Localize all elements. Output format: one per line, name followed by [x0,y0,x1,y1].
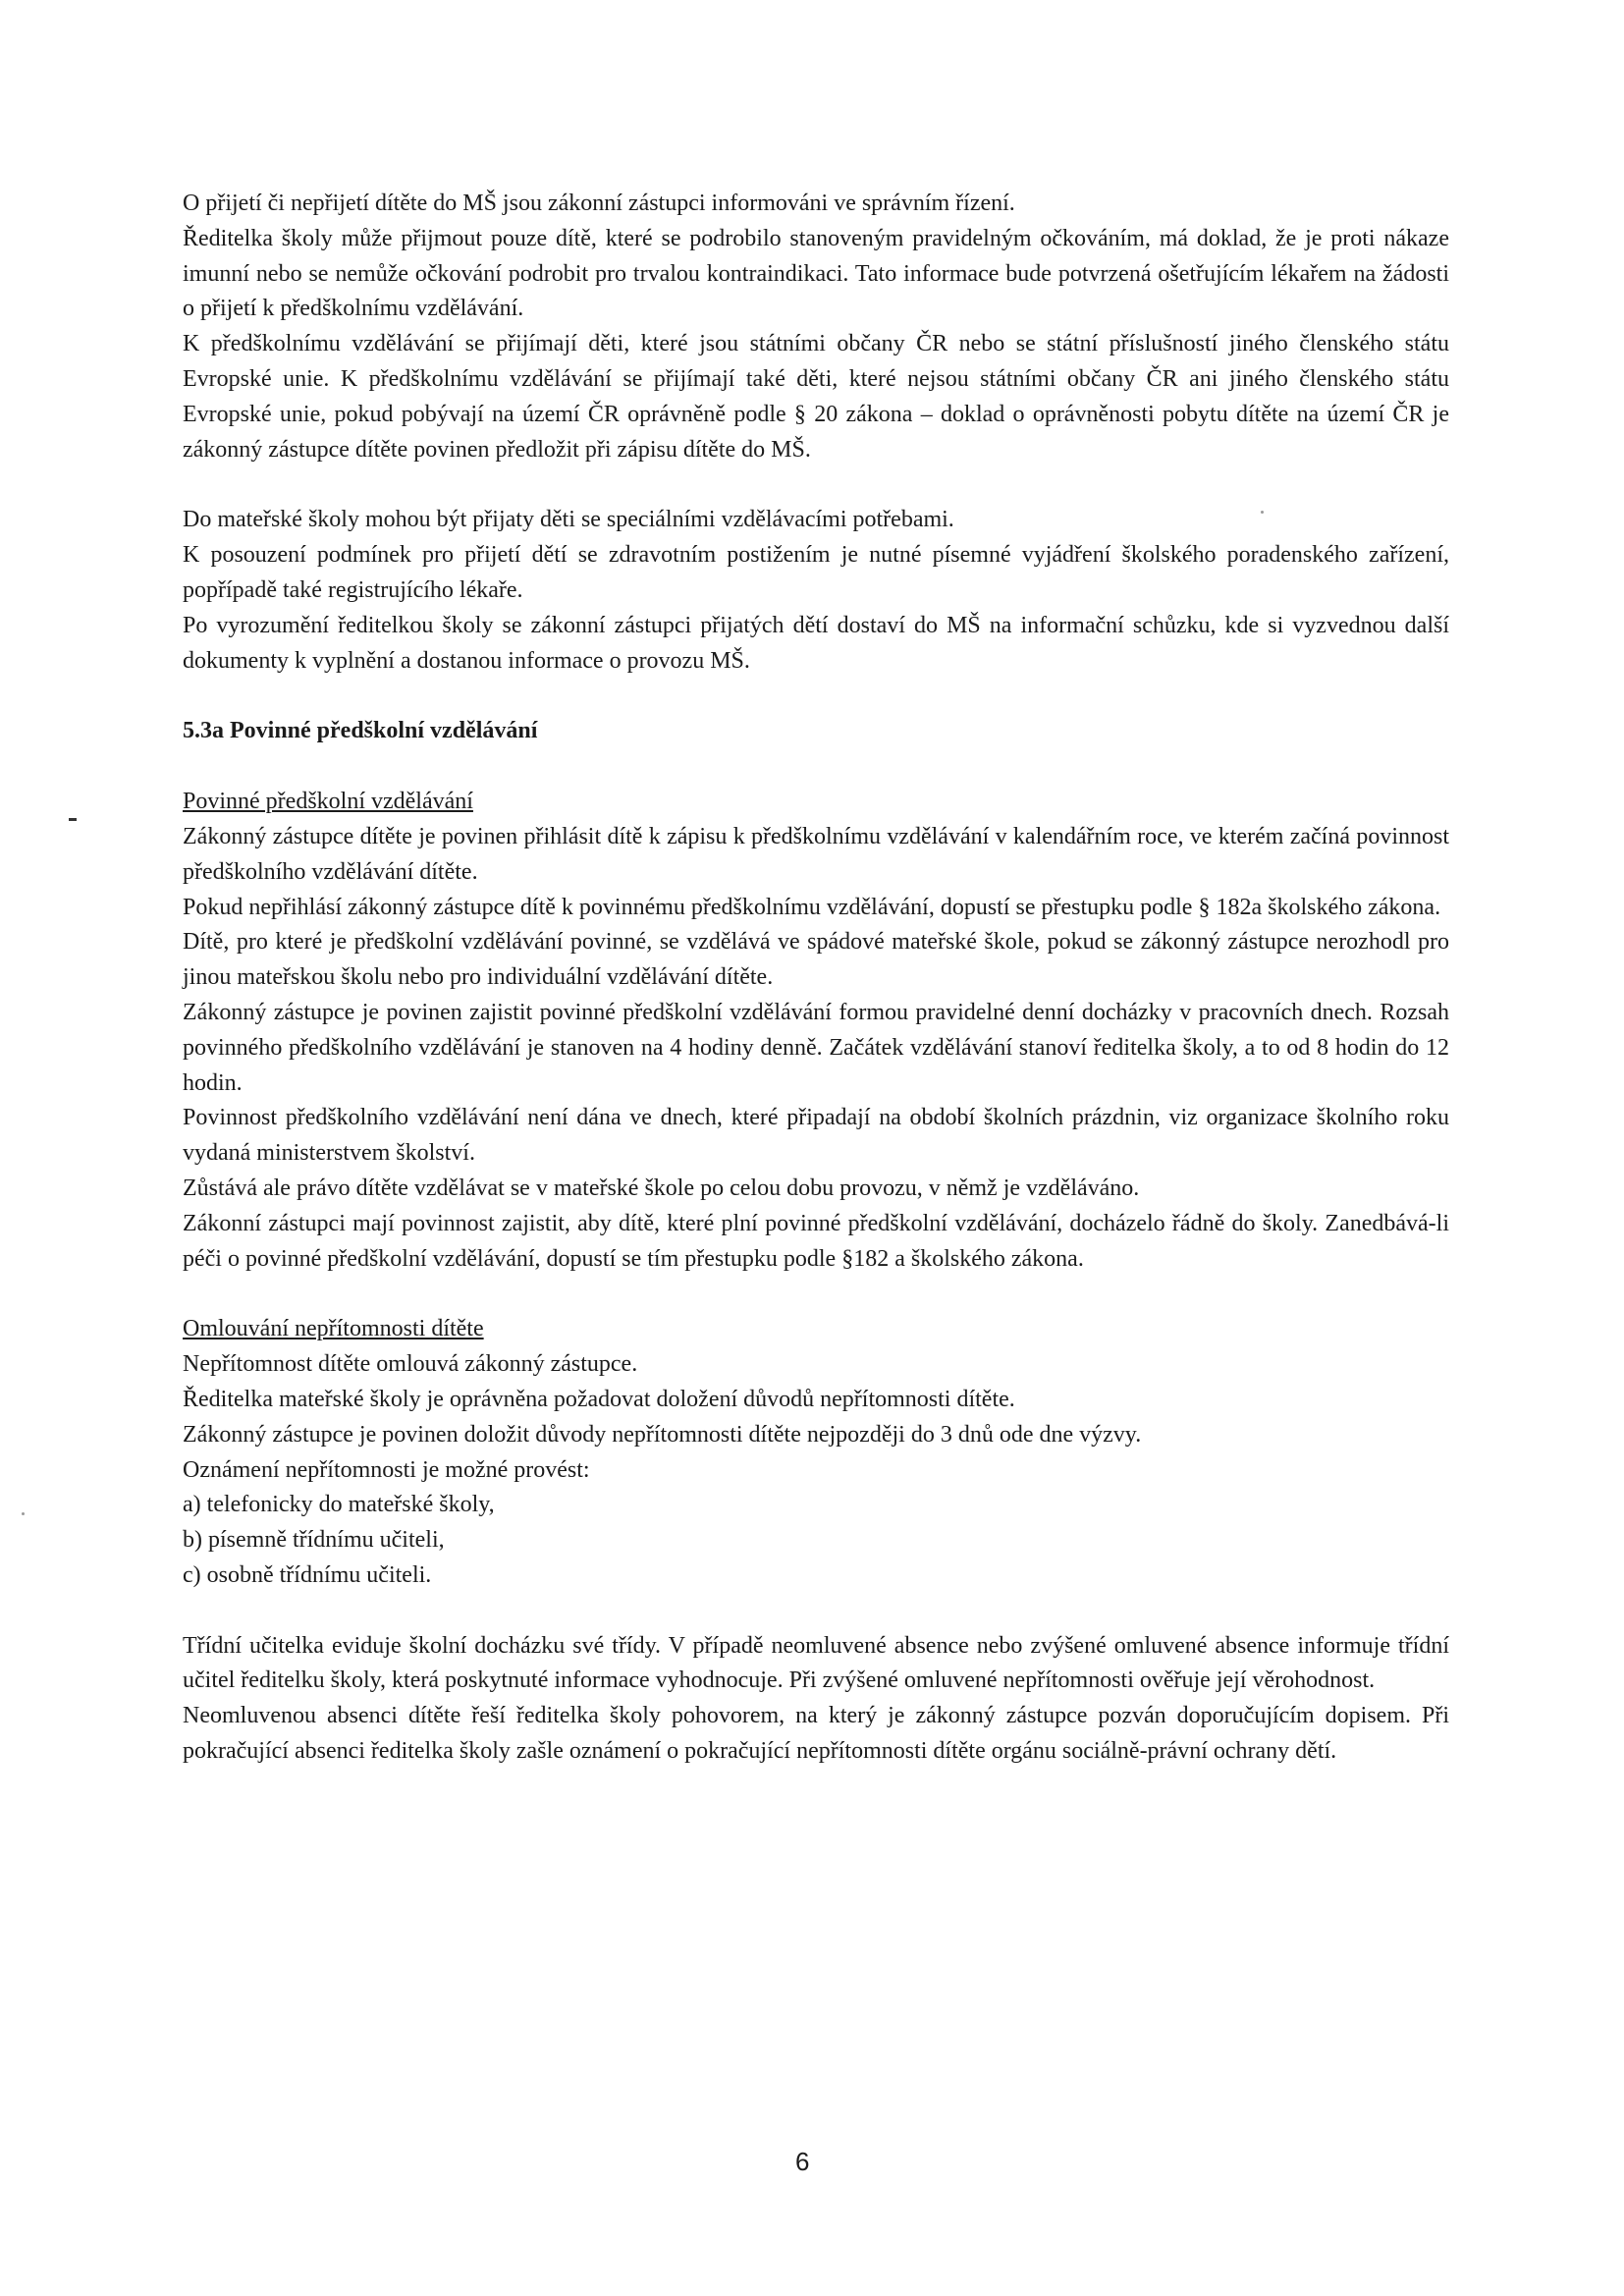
paragraph-attendance-records: Třídní učitelka eviduje školní docházku své třídy. V případě neomluvené absence nebo zvýšené omluvené absence informuje třídní učitel ředitelku školy, která poskytnuté informace vyhodnocuje. Při zvýšené omluvené nepřítomnosti ověřuje její věrohodnost. [183,1632,1449,1694]
paragraph-absence-excuse: Nepřítomnost dítěte omlouvá zákonný zástupce. [183,1351,638,1378]
spacer [183,679,1449,714]
spacer [183,1594,1449,1629]
paragraph-disability-assessment: K posouzení podmínek pro přijetí dětí se zdravotním postižením je nutné písemné vyjádření školského poradenského zařízení, popřípadě také registrujícího lékaře. [183,542,1449,603]
paragraph-registration-duty: Zákonný zástupce dítěte je povinen přihlásit dítě k zápisu k předškolnímu vzdělávání v kalendářním roce, ve kterém začíná povinnost předškolního vzdělávání dítěte. [183,823,1449,885]
paragraph-catchment-school: Dítě, pro které je předškolní vzdělávání povinné, se vzdělává ve spádové mateřské škole, pokud se zákonný zástupce nerozhodl pro jinou mateřskou školu nebo pro individuální vzdělávání dítěte. [183,929,1449,991]
paragraph-regular-attendance: Zákonní zástupci mají povinnost zajistit, aby dítě, které plní povinné předškolní vzdělávání, docházelo řádně do školy. Zanedbává-li péči o povinné předškolní vzdělávání, dopustí se tím přestupku podle §182 a školského zákona. [183,1210,1449,1272]
scan-speck [1261,511,1264,514]
section-heading: 5.3a Povinné předškolní vzdělávání [183,718,538,744]
paragraph-special-needs: Do mateřské školy mohou být přijaty děti se speciálními vzdělávacími potřebami. [183,507,954,533]
paragraph-absence-deadline: Zákonný zástupce je povinen doložit důvody nepřítomnosti dítěte nejpozději do 3 dnů ode dne výzvy. [183,1421,1142,1448]
list-item-personal: c) osobně třídnímu učiteli. [183,1561,432,1588]
paragraph-attendance-hours: Zákonný zástupce je povinen zajistit povinné předškolní vzdělávání formou pravidelné denní docházky v pracovních dnech. Rozsah povinného předškolního vzdělávání je stanoven na 4 hodiny denně. Začátek vzdělávání stanoví ředitelka školy, a to od 8 hodin do 12 hodin. [183,999,1449,1096]
paragraph-holidays: Povinnost předškolního vzdělávání není dána ve dnech, které připadají na období školních prázdnin, viz organizace školního roku vydaná ministerstvem školství. [183,1105,1449,1167]
subsection-title-absence: Omlouvání nepřítomnosti dítěte [183,1316,484,1342]
paragraph-absence-methods: Oznámení nepřítomnosti je možné provést: [183,1456,590,1483]
page-number: 6 [795,2147,810,2176]
paragraph-admission-notice: O přijetí či nepřijetí dítěte do MŠ jsou zákonní zástupci informováni ve správním řízení. [183,191,1015,216]
spacer [183,467,1449,503]
list-item-written: b) písemně třídnímu učiteli, [183,1527,445,1554]
paragraph-info-meeting: Po vyrozumění ředitelkou školy se zákonní zástupci přijatých dětí dostaví do MŠ na informační schůzku, kde si vyzvednou další dokumenty k vyplnění a dostanou informace o provozu MŠ. [183,612,1449,674]
scan-speck [22,1512,25,1515]
document-body [183,187,1449,1770]
spacer [183,1277,1449,1312]
spacer [183,749,1449,785]
subsection-title-mandatory: Povinné předškolní vzdělávání [183,789,473,815]
list-item-phone: a) telefonicky do mateřské školy, [183,1492,495,1518]
paragraph-unexcused-absence: Neomluvenou absenci dítěte řeší ředitelka školy pohovorem, na který je zákonný zástupce pozván doporučujícím dopisem. Při pokračující absenci ředitelka školy zašle oznámení o pokračující nepřítomnosti dítěte orgánu sociálně-právní ochrany dětí. [183,1703,1449,1765]
paragraph-right-to-education: Zůstává ale právo dítěte vzdělávat se v mateřské škole po celou dobu provozu, v němž je vzděláváno. [183,1175,1140,1201]
margin-mark [69,818,77,821]
paragraph-vaccination: Ředitelka školy může přijmout pouze dítě, které se podrobilo stanoveným pravidelným očkováním, má doklad, že je proti nákaze imunní nebo se nemůže očkování podrobit pro trvalou kontraindikaci. Tato informace bude potvrzená ošetřujícím lékařem na žádosti o přijetí k předškolnímu vzdělávání. [183,225,1449,322]
paragraph-citizenship: K předškolnímu vzdělávání se přijímají děti, které jsou státními občany ČR nebo se státní příslušností jiného členského státu Evropské unie. K předškolnímu vzdělávání se přijímají také děti, které nejsou státními občany ČR ani jiného členského státu Evropské unie, pokud pobývají na území ČR oprávněně podle § 20 zákona – doklad o oprávněnosti pobytu dítěte na území ČR je zákonný zástupce dítěte povinen předložit při zápisu dítěte do MŠ. [183,331,1449,463]
paragraph-absence-proof: Ředitelka mateřské školy je oprávněna požadovat doložení důvodů nepřítomnosti dítěte. [183,1386,1015,1412]
paragraph-offense: Pokud nepřihlásí zákonný zástupce dítě k povinnému předškolnímu vzdělávání, dopustí se přestupku podle § 182a školského zákona. [183,894,1441,920]
